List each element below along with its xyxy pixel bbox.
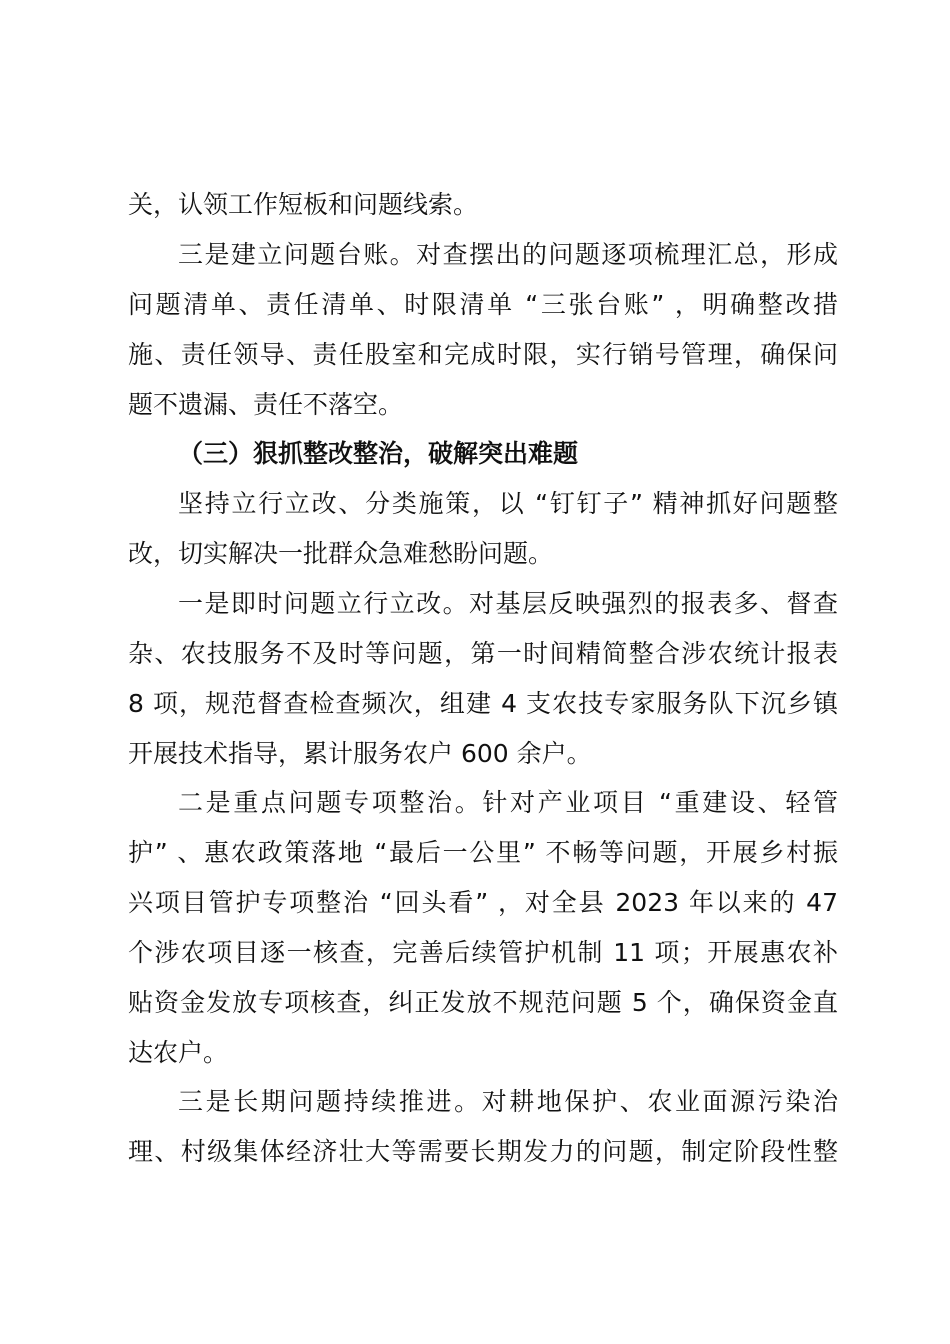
paragraph-line: 三是建立问题台账。对查摆出的问题逐项梳理汇总，形成: [178, 240, 838, 269]
paragraph-line: 护” 、惠农政策落地 “最后一公里” 不畅等问题，开展乡村振: [128, 838, 838, 867]
paragraph-line: 施、责任领导、责任股室和完成时限，实行销号管理，确保问: [128, 340, 838, 369]
paragraph-line: 达农户。: [128, 1038, 229, 1067]
paragraph-line: 个涉农项目逐一核查，完善后续管护机制 11 项；开展惠农补: [128, 938, 838, 967]
paragraph-line: 开展技术指导，累计服务农户 600 余户。: [128, 739, 592, 768]
paragraph-line: 杂、农技服务不及时等问题，第一时间精简整合涉农统计报表: [128, 639, 838, 668]
paragraph-line: 理、村级集体经济壮大等需要长期发力的问题，制定阶段性整: [128, 1137, 838, 1166]
paragraph-line: 题不遗漏、责任不落空。: [128, 390, 404, 419]
paragraph-line: 关，认领工作短板和问题线索。: [128, 190, 479, 219]
paragraph-line: 坚持立行立改、分类施策，以 “钉钉子” 精神抓好问题整: [178, 489, 838, 518]
paragraph-line: 一是即时问题立行立改。对基层反映强烈的报表多、督查: [178, 589, 838, 618]
paragraph-line: 三是长期问题持续推进。对耕地保护、农业面源污染治: [178, 1087, 838, 1116]
paragraph-line: 贴资金发放专项核查，纠正发放不规范问题 5 个，确保资金直: [128, 988, 838, 1017]
paragraph-line: 二是重点问题专项整治。针对产业项目 “重建设、轻管: [178, 788, 838, 817]
paragraph-line: 兴项目管护专项整治 “回头看” ，对全县 2023 年以来的 47: [128, 888, 838, 917]
section-heading: （三）狠抓整改整治，破解突出难题: [178, 439, 579, 468]
paragraph-line: 8 项，规范督查检查频次，组建 4 支农技专家服务队下沉乡镇: [128, 689, 838, 718]
paragraph-line: 改，切实解决一批群众急难愁盼问题。: [128, 539, 554, 568]
paragraph-line: 问题清单、责任清单、时限清单 “三张台账” ，明确整改措: [128, 290, 838, 319]
